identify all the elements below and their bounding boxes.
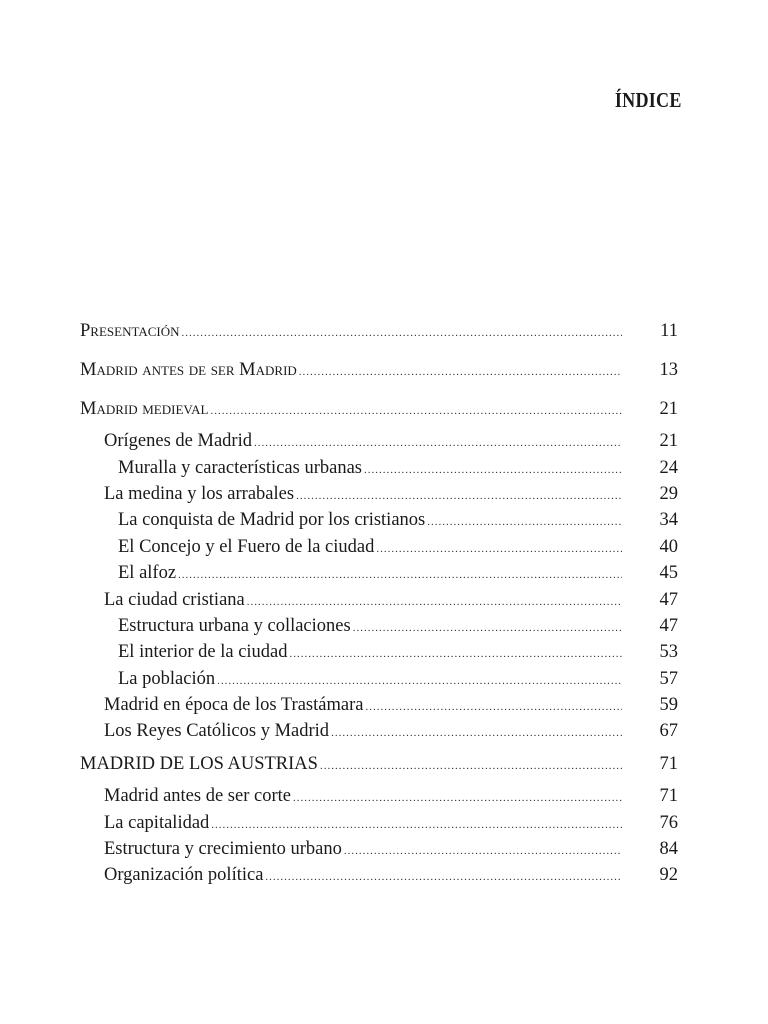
toc-entry-page: 40: [659, 536, 678, 557]
dot-leader: [182, 320, 622, 346]
toc-entry-label: Madrid medieval: [80, 398, 209, 419]
toc-entry-page: 47: [659, 589, 678, 610]
toc-entry[interactable]: [80, 836, 678, 862]
toc-entry-page: 13: [659, 359, 678, 380]
toc-entry[interactable]: [80, 862, 678, 888]
toc-entry[interactable]: [80, 751, 678, 777]
dot-leader: [290, 641, 622, 667]
toc-entry-page: 71: [659, 786, 678, 807]
dot-leader: [364, 457, 622, 483]
toc-entry-label: El interior de la ciudad: [118, 642, 288, 663]
toc-entry-label: Los Reyes Católicos y Madrid: [104, 721, 330, 742]
toc-entry-page: 92: [659, 865, 678, 886]
dot-leader: [293, 785, 622, 811]
toc-entry-label: Madrid antes de ser Madrid: [80, 359, 297, 380]
toc-entry-page: 21: [659, 431, 678, 452]
toc-entry[interactable]: [80, 783, 678, 809]
toc-entry[interactable]: [80, 639, 678, 665]
toc-entry[interactable]: [80, 318, 678, 344]
toc-entry-label: Madrid antes de ser corte: [104, 786, 291, 807]
dot-leader: [331, 720, 622, 746]
dot-leader: [265, 864, 622, 890]
toc-entry-label: MADRID DE LOS AUSTRIAS: [80, 753, 318, 774]
dot-leader: [344, 838, 622, 864]
toc-entry[interactable]: [80, 455, 678, 481]
dot-leader: [217, 668, 622, 694]
toc-entry[interactable]: [80, 587, 678, 613]
dot-leader: [296, 483, 622, 509]
toc-entry-label: La medina y los arrabales: [104, 483, 295, 504]
toc-entry-label: Presentación: [80, 321, 180, 341]
toc-entry[interactable]: [80, 357, 678, 383]
toc-entry-label: La ciudad cristiana: [104, 589, 245, 610]
toc-entry-page: 11: [660, 321, 678, 341]
toc-entry-page: 34: [659, 510, 678, 531]
toc-entry-label: La capitalidad: [104, 812, 210, 833]
toc-entry[interactable]: [80, 507, 678, 533]
dot-leader: [427, 509, 622, 535]
toc-entry[interactable]: [80, 396, 678, 422]
toc-entry-page: 24: [659, 457, 678, 478]
toc-entry-page: 76: [659, 812, 678, 833]
toc-entry-page: 45: [659, 563, 678, 584]
toc-entry-label: Organización política: [104, 865, 264, 886]
page-title: ÍNDICE: [615, 88, 682, 112]
toc-entry-page: 71: [659, 753, 678, 774]
table-of-contents: [80, 318, 678, 889]
toc-entry-label: Muralla y características urbanas: [118, 457, 362, 478]
dot-leader: [365, 694, 622, 720]
toc-entry-label: El Concejo y el Fuero de la ciudad: [118, 536, 375, 557]
toc-entry[interactable]: [80, 613, 678, 639]
dot-leader: [178, 562, 622, 588]
toc-entry-label: Estructura urbana y collaciones: [118, 615, 351, 636]
toc-entry[interactable]: [80, 692, 678, 718]
toc-entry-page: 84: [659, 839, 678, 860]
dot-leader: [211, 812, 622, 838]
toc-entry-page: 29: [659, 483, 678, 504]
toc-entry[interactable]: [80, 666, 678, 692]
toc-entry[interactable]: [80, 718, 678, 744]
dot-leader: [320, 753, 622, 779]
toc-entry-page: 53: [659, 642, 678, 663]
dot-leader: [353, 615, 622, 641]
toc-entry-label: Estructura y crecimiento urbano: [104, 839, 342, 860]
toc-entry-page: 21: [659, 398, 678, 419]
dot-leader: [376, 536, 622, 562]
toc-entry-label: La población: [118, 668, 216, 689]
dot-leader: [247, 589, 622, 615]
dot-leader: [299, 359, 622, 385]
toc-entry[interactable]: [80, 810, 678, 836]
toc-entry-label: Orígenes de Madrid: [104, 431, 252, 452]
toc-entry[interactable]: [80, 481, 678, 507]
dot-leader: [254, 430, 622, 456]
toc-entry-page: 47: [659, 615, 678, 636]
toc-entry-page: 67: [659, 721, 678, 742]
toc-entry-page: 57: [659, 668, 678, 689]
dot-leader: [210, 398, 622, 424]
toc-entry-label: Madrid en época de los Trastámara: [104, 695, 364, 716]
toc-entry-label: La conquista de Madrid por los cristianos: [118, 510, 426, 531]
toc-entry-page: 59: [659, 695, 678, 716]
toc-entry[interactable]: [80, 428, 678, 454]
toc-entry[interactable]: [80, 534, 678, 560]
toc-entry[interactable]: [80, 560, 678, 586]
toc-entry-label: El alfoz: [118, 563, 177, 584]
